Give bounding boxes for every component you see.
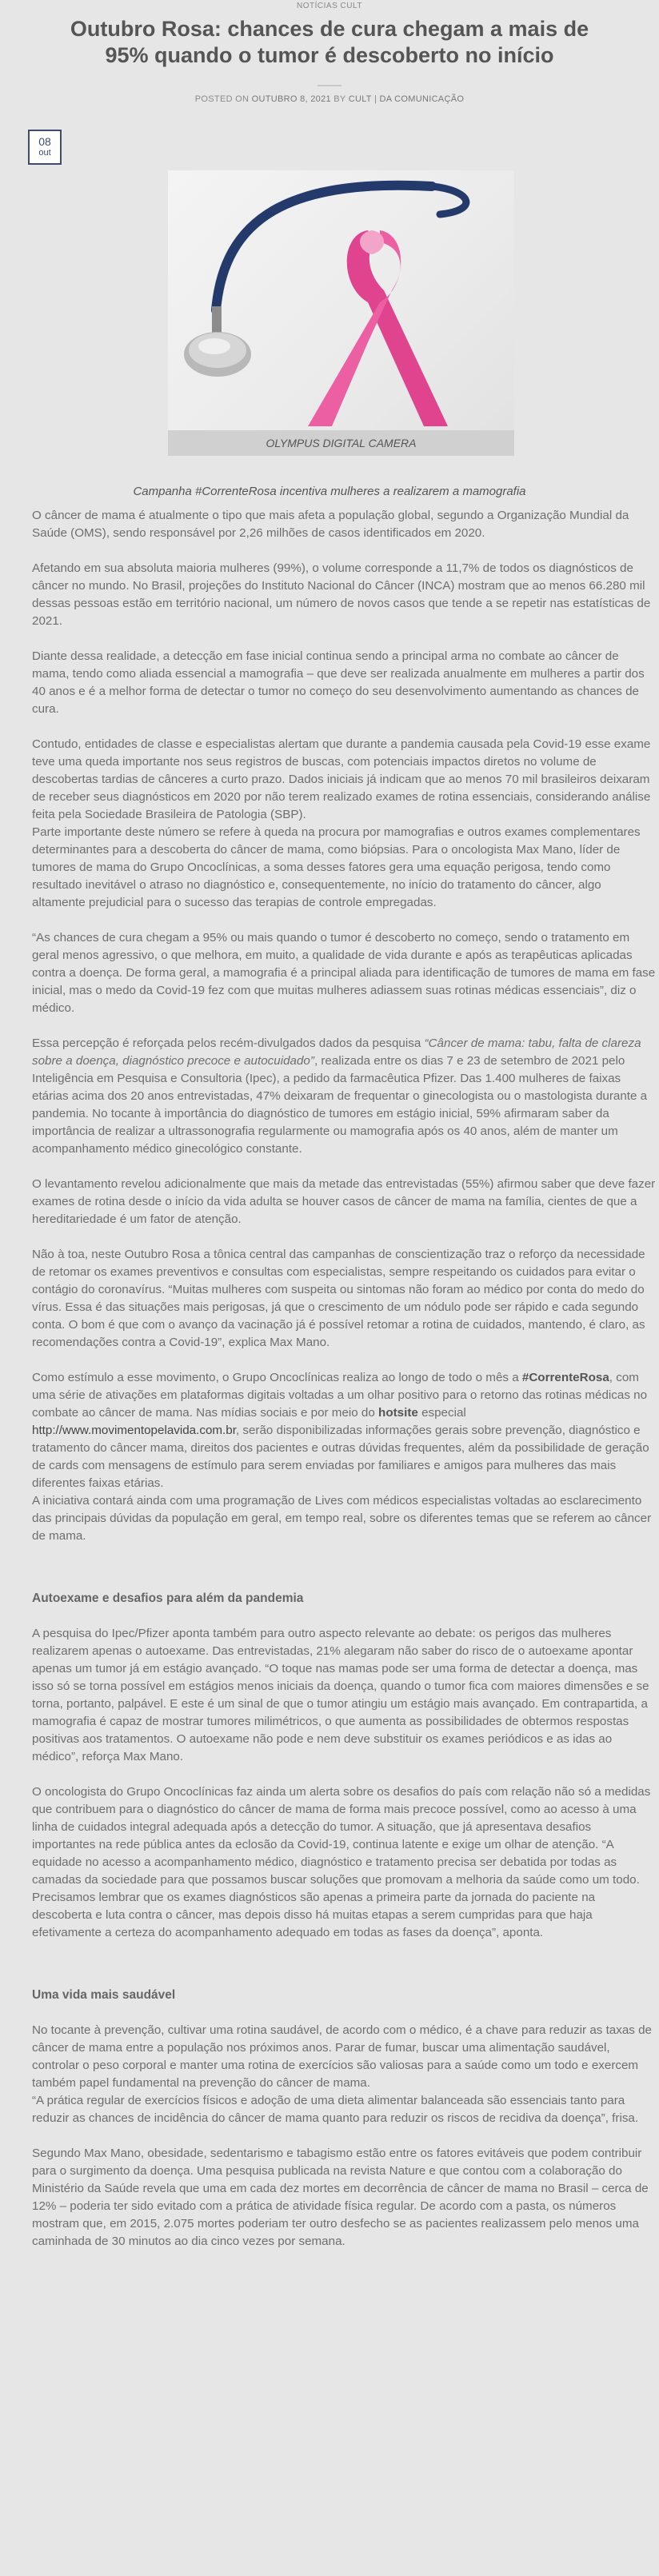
article-paragraph: O câncer de mama é atualmente o tipo que mais afeta a população global, segundo a Organização Mundial da Saúde (OMS), sendo responsável por 2,26 milhões de casos identificados em 2020.: [32, 509, 629, 540]
article-paragraph: “As chances de cura chegam a 95% ou mais quando o tumor é descoberto no começo, sendo o tratamento em geral menos agressivo, o que melhora, em muito, a qualidade de vida durante e após as terapêuticas aplicadas contra a doença. De forma geral, a mamografia é a principal aliada para identificação de tumores de mama em fase inicial, mas o medo da Covid-19 fez com que muitas mulheres adiassem suas rotinas médicas essenciais”, diz o médico.: [32, 931, 656, 1015]
hero-image: [168, 170, 514, 430]
author-link[interactable]: CULT: [348, 94, 372, 104]
article-paragraph: Diante dessa realidade, a detecção em fase inicial continua sendo a principal arma no combate ao câncer de mama, tendo como aliada essencial a mamografia – que deve ser realizada anualmente em mulheres a partir dos 40 anos e é a melhor forma de detectar o tumor no começo do seu desenvolvimento aumentando as chances de cura.: [32, 649, 645, 716]
hero-image-caption: OLYMPUS DIGITAL CAMERA: [168, 430, 514, 456]
pink-ribbon-icon: [168, 170, 514, 430]
article-paragraph: Parte importante deste número se refere à queda na procura por mamografias e outros exames complementares determinantes para a descoberta do câncer de mama, como biópsias. Para o oncologista Max Mano, líder de tumores de mama do Grupo Oncoclínicas, a soma desses fatores gera uma equação perigosa, tendo como resultado inevitável o atraso no diagnóstico e, consequentemente, no início do tratamento do câncer, algo altamente prejudicial para o sucesso das terapias de controle empregadas.: [32, 825, 641, 909]
article-paragraph: [32, 1035, 656, 1158]
post-meta: [0, 94, 659, 104]
article-paragraph: A iniciativa contará ainda com uma programação de Lives com médicos especialistas voltadas ao esclarecimento das principais dúvidas da população em geral, em tempo real, sobre os diferentes temas que se referem ao câncer de mama.: [32, 1494, 652, 1543]
date-badge: [28, 130, 62, 165]
by-label: BY: [333, 94, 346, 104]
meta-separator: |: [374, 94, 377, 104]
article-paragraph: Afetando em sua absoluta maioria mulheres (99%), o volume corresponde a 11,7% de todos os diagnósticos de câncer no mundo. No Brasil, projeções do Instituto Nacional do Câncer (INCA) mostram que ao menos 66.280 mil dessas pessoas estão em território nacional, um número de novos casos que tende a se repetir nas estatísticas de 2021.: [32, 561, 651, 628]
paragraph-text: Como estímulo a esse movimento, o Grupo Oncoclínicas realiza ao longo de todo o mês a: [32, 1371, 522, 1384]
article-paragraph: “A prática regular de exercícios físicos e adoção de uma dieta alimentar balanceada são essenciais tanto para reduzir as chances de incidência do câncer de mama quanto para reduzir os riscos de recidiva da doença”, frisa.: [32, 2094, 639, 2125]
meta-category-link[interactable]: DA COMUNICAÇÃO: [379, 94, 465, 104]
paragraph-text: especial: [417, 1406, 466, 1420]
survey-title: “Câncer de mama: tabu, falta de clareza sobre a doença, diagnóstico precoce e autocuidado”: [32, 1036, 641, 1068]
paragraph-text: , com uma série de ativações em plataformas digitais voltadas a um olhar positivo para o retorno das rotinas médicas no combate ao câncer de mama. Nas mídias sociais e por meio do: [32, 1371, 648, 1420]
article-paragraph: A pesquisa do Ipec/Pfizer aponta também para outro aspecto relevante ao debate: os perigos das mulheres realizarem apenas o autoexame. Das entrevistadas, 21% alegaram não saber do risco de o autoexame apontar apenas um tumor já em estágio avançado. “O toque nas mamas pode ser uma forma de detectar a doença, mas isso só se torna possível em estágios menos iniciais da doença, quando o tumor fica com maiores dimensões e se torna, portanto, palpável. E este é um sinal de que o tumor atingiu um estágio mais avançado. Em contrapartida, a mamografia é capaz de mostrar tumores milimétricos, o que aumenta as possibilidades de obtermos respostas positivas aos tratamentos. O autoexame não pode e nem deve substituir os exames periódicos e as idas ao médico”, reforça Max Mano.: [32, 1627, 649, 1763]
article-paragraph: [32, 1369, 656, 1492]
section-heading-autoexame: Autoexame e desafios para além da pandemia: [32, 1592, 304, 1605]
hotsite-link[interactable]: hotsite: [378, 1406, 418, 1420]
paragraph-text: Essa percepção é reforçada pelos recém-divulgados dados da pesquisa: [32, 1036, 425, 1050]
posted-on-label: POSTED ON: [194, 94, 250, 104]
date-badge-day: 08: [38, 135, 51, 148]
article-paragraph: Segundo Max Mano, obesidade, sedentarismo e tabagismo estão entre os fatores evitáveis que podem contribuir para o surgimento da doença. Uma pesquisa publicada na revista Nature e que contou com a colaboração do Ministério da Saúde revela que uma em cada dez mortes em decorrência de câncer de mama no Brasil – cerca de 12% – poderia ter sido evitado com a prática de atividade física regular. De acordo com a pasta, os números mostram que, em 2015, 2.075 mortes poderiam ter outro desfecho se as pacientes realizassem pelo menos uma caminhada de 30 minutos ao dia cinco vezes por semana.: [32, 2147, 649, 2248]
article-content: [32, 507, 656, 2251]
date-badge-month: out: [38, 148, 51, 158]
post-date-link[interactable]: OUTUBRO 8, 2021: [251, 94, 331, 104]
hero-figure: [168, 170, 514, 456]
paragraph-text: , realizada entre os dias 7 e 23 de setembro de 2021 pelo Inteligência em Pesquisa e Consultoria (Ipec), a pedido da farmacêutica Pfizer. Das 1.400 mulheres de faixas etárias acima dos 20 anos entrevistadas, 47% deixaram de frequentar o ginecologista ou o mastologista durante a pandemia. No tocante à importância do diagnóstico de tumores em estágio inicial, 59% afirmaram saber da importância de realizar a ultrassonografia regularmente ou mamografia após os 40 anos, além de manter um acompanhamento médico ginecológico constante.: [32, 1054, 648, 1156]
article-paragraph: Contudo, entidades de classe e especialistas alertam que durante a pandemia causada pela Covid-19 esse exame teve uma queda importante nos seus registros de buscas, com potenciais impactos diretos no volume de descobertas tardias de cânceres a curto prazo. Dados iniciais já indicam que ao menos 70 mil brasileiros deixaram de receber seus diagnósticos em 2020 por não terem realizado exames de rotina essenciais, considerando análise feita pela Sociedade Brasileira de Patologia (SBP).: [32, 737, 651, 821]
section-heading-vida-saudavel: Uma vida mais saudável: [32, 1988, 176, 2002]
post-category[interactable]: NOTÍCIAS CULT: [297, 2, 362, 10]
title-divider: [318, 85, 341, 86]
movimento-pela-vida-link[interactable]: http://www.movimentopelavida.com.br: [32, 1424, 236, 1437]
article-paragraph: O oncologista do Grupo Oncoclínicas faz ainda um alerta sobre os desafios do país com relação não só a medidas que contribuem para o diagnóstico do câncer de mama de forma mais precoce possível, como ao acesso à uma linha de cuidados integral adequada após a detecção do tumor. A situação, que já apresentava desafios importantes na rede pública antes da eclosão da Covid-19, continua latente e exige um olhar de atenção. “A equidade no acesso a acompanhamento médico, diagnóstico e tratamento precisa ser debatida por todas as camadas da sociedade para que possamos buscar soluções que promovam a melhoria da saúde como um todo. Precisamos lembrar que os exames diagnósticos são apenas a primeira parte da jornada do paciente na descoberta e luta contra o câncer, mas depois disso há muitas etapas a serem cumpridas para que haja efetivamente a certeza do acompanhamento adequado em todas as fases da doença”, aponta.: [32, 1785, 651, 1939]
article-paragraph: O levantamento revelou adicionalmente que mais da metade das entrevistadas (55%) afirmou saber que deve fazer exames de rotina desde o início da vida adulta se houver casos de câncer de mama na família, cientes de que a hereditariedade é um fator de atenção.: [32, 1177, 656, 1226]
article-paragraph: No tocante à prevenção, cultivar uma rotina saudável, de acordo com o médico, é a chave para reduzir as taxas de câncer de mama entre a população nos próximos anos. Parar de fumar, buscar uma alimentação saudável, controlar o peso corporal e manter uma rotina de exercícios são valiosas para a saúde como um todo e exercem também papel fundamental na prevenção do câncer de mama.: [32, 2023, 652, 2090]
article-paragraph: Não à toa, neste Outubro Rosa a tônica central das campanhas de conscientização traz o reforço da necessidade de retomar os exames preventivos e consultas com especialistas, sempre respeitando os cuidados para evitar o contágio do coronavírus. “Muitas mulheres com suspeita ou sintomas não foram ao médico por conta do medo do vírus. Essa é das situações mais perigosas, já que o crescimento de um nódulo pode ser rápido e cada segundo conta. O bom é que com o avanço da vacinação já é possível retomar a rotina de cuidados, mantendo, é claro, as recomendações contra a Covid-19”, explica Max Mano.: [32, 1248, 645, 1349]
post-title: Outubro Rosa: chances de cura chegam a mais de 95% quando o tumor é descoberto no início: [70, 17, 589, 67]
hashtag-corrente-rosa-link[interactable]: #CorrenteRosa: [521, 1371, 609, 1384]
paragraph-text: , serão disponibilizadas informações gerais sobre prevenção, diagnóstico e tratamento do câncer mama, direitos dos pacientes e outras dúvidas frequentes, além da possibilidade de geração de cards com mensagens de estímulo para serem enviadas por familiares e amigos para mulheres das mais diferentes faixas etárias.: [32, 1424, 649, 1490]
photo-caption: Campanha #CorrenteRosa incentiva mulheres a realizarem a mamografia: [133, 485, 526, 498]
